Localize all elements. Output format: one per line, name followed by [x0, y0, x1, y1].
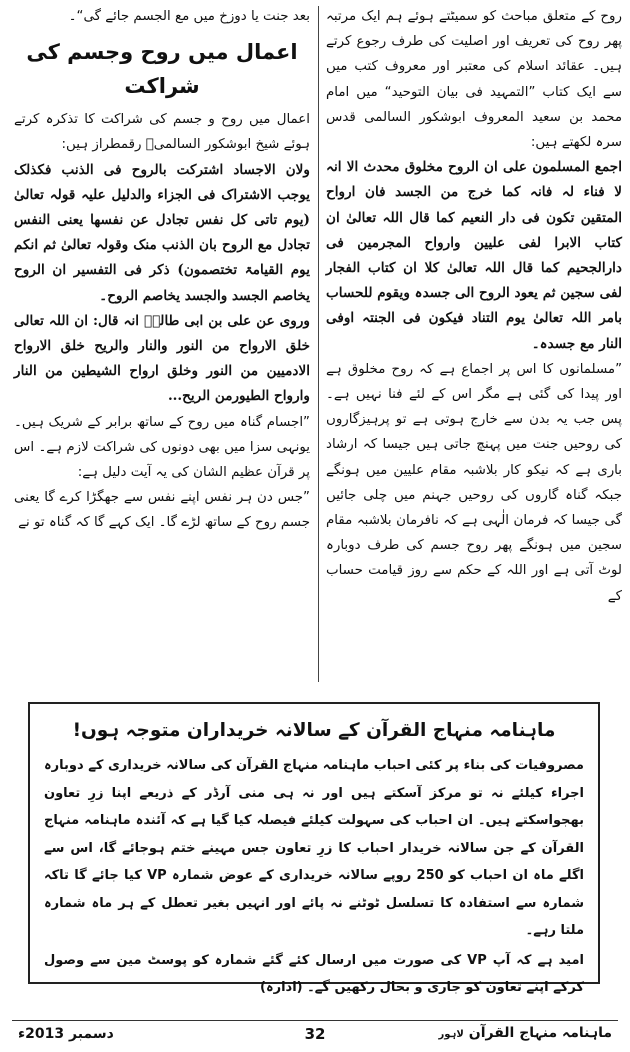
right-arabic-quote: اجمع المسلمون علی ان الروح مخلوق محدث الا انہ لا فناء لہ فانہ کما خرج من الجسد فان ارواح المتقین تکون فی دار النعیم کما قال اللہ تعالیٰ ان کتاب الابرا لفی علیین وارواح المجرمین فی دارالجحیم کما قال اللہ تعالیٰ کلا ان کتاب الفجار لفی سجین ثم یعود الروح الی جسدہ ویقوم للحساب بامر اللہ تعالیٰ یوم التناد فیکون فی الجنتہ اوفی النار مع جسدہ۔ [326, 159, 622, 352]
page-footer [12, 1020, 618, 1050]
page-number: 32 [304, 1025, 326, 1043]
left-paragraph-verse: ”جس دن ہر نفس اپنے نفس سے جھگڑا کرے گا یعنی جسم روح کے ساتھ لڑے گا۔ ایک کہے گا کہ گناہ تو نے [14, 490, 310, 531]
left-paragraph-intro: اعمال میں روح و جسم کی شراکت کا تذکرہ کرتے ہوئے شیخ ابوشکور السالمیؒ رقمطراز ہیں: [14, 112, 310, 153]
notice-paragraph-2: امید ہے کہ آپ VP کی صورت میں ارسال کئے گئے شمارہ کو پوسٹ مین سے وصول کرکے اپنے تعاون کو جاری و بحال رکھیں گے۔ (ادارہ) [44, 952, 584, 995]
section-heading: اعمال میں روح وجسم کی شراکت [26, 40, 298, 99]
subscriber-notice-box [28, 702, 600, 995]
right-column [326, 4, 622, 609]
magazine-city: لاہور [438, 1029, 464, 1040]
issue-date: دسمبر 2013ء [18, 1026, 114, 1042]
notice-title: ماہنامہ منہاج القرآن کے سالانہ خریداران متوجہ ہوں! [72, 720, 556, 741]
right-paragraph-intro: روح کے متعلق مباحث کو سمیٹتے ہوئے ہم ایک مرتبہ پھر روح کی تعریف اور اصلیت کی طرف رجوع کرتے ہیں۔ عقائد اسلام کی معتبر اور معروف کتب میں سے ایک کتاب ”التمہید فی بیان التوحید“ میں امام محمد بن سعید المعروف ابوشکور السالمی قدس سرہ لکھتے ہیں: [326, 9, 622, 151]
column-divider [318, 6, 319, 682]
notice-body [44, 752, 584, 1002]
magazine-title: ماہنامہ منہاج القرآن [468, 1025, 612, 1041]
magazine-name [435, 1025, 612, 1041]
left-column [14, 4, 310, 536]
left-arabic-quote-2: وروی عن علی بن ابی طالبؓ انہ قال: ان اللہ تعالی خلق الارواح من النور والنار والریح خلق الارواح الادمیین من النور وخلق ارواح الشیطین من النار وارواح الطیورمن الریح... [14, 312, 310, 405]
notice-paragraph-1: مصروفیات کی بناء پر کئی احباب ماہنامہ منہاج القرآن کی سالانہ خریداری کے دوبارہ اجراء کیلئے نہ تو مرکز آسکتے ہیں اور نہ ہی منی آرڈر کے ذریعے اپنا زرِ تعاون بھجواسکتے ہیں۔ ان احباب کی سہولت کیلئے فیصلہ کیا گیا ہے کہ آئندہ ماہنامہ منہاج القرآن کے جن سالانہ خریدار احباب کا زرِ تعاون جس مہینے ختم ہوجائے گا، اس سے اگلے ماہ ان احباب کو 250 روپے سالانہ خریداری کے عوض شمارہ VP کیا جائے گا تاکہ شمارہ سے استفادہ کا تسلسل ٹوٹنے نہ پائے اور انہیں بغیر تعطل کے ہر ماہ شمارہ ملتا رہے۔ [44, 758, 585, 938]
right-paragraph-translation: ”مسلمانوں کا اس پر اجماع ہے کہ روح مخلوق ہے اور پیدا کی گئی ہے مگر اس کے لئے فنا نہیں ہے۔ پس جب یہ بدن سے خارج ہوتی ہے تو پرہیزگاروں کی روحیں جنت میں پہنچ جاتی ہیں جیسا کہ ارشاد باری ہے کہ نیکو کار بلاشبہ مقام علیین میں ہونگے جبکہ گناہ گاروں کی روحیں جہنم میں چلی جائیں گی جیسا کہ فرمان الٰہی ہے کہ نافرمان بلاشبہ مقام سجین میں ہونگے پھر روح جسم کی طرف دوبارہ لوٹ آتی ہے اور اللہ کے حکم سے روز قیامت حساب کے [326, 361, 622, 604]
left-arabic-quote-1: ولان الاجساد اشترکت بالروح فی الذنب فکذلک یوجب الاشتراک فی الجزاء والدلیل علیہ قولہ تعالیٰ (یوم تاتی کل نفس تجادل عن نفسھا یعنی النفس تجادل مع الروح بان الذنب منک وقولہ تعالیٰ ثم انکم یوم القیامۃ تختصمون) ذکر فی التفسیر ان الروح یخاصم الجسد والجسد یخاصم الروح۔ [14, 161, 310, 304]
left-paragraph-translation: ”اجسام گناہ میں روح کے ساتھ برابر کے شریک ہیں۔ یونہی سزا میں بھی دونوں کی شراکت لازم ہے۔ اس پر قرآن عظیم الشان کی یہ آیت دلیل ہے: [14, 414, 310, 481]
left-paragraph-continuation: بعد جنت یا دوزخ میں مع الجسم جائے گی“۔ [68, 9, 310, 24]
